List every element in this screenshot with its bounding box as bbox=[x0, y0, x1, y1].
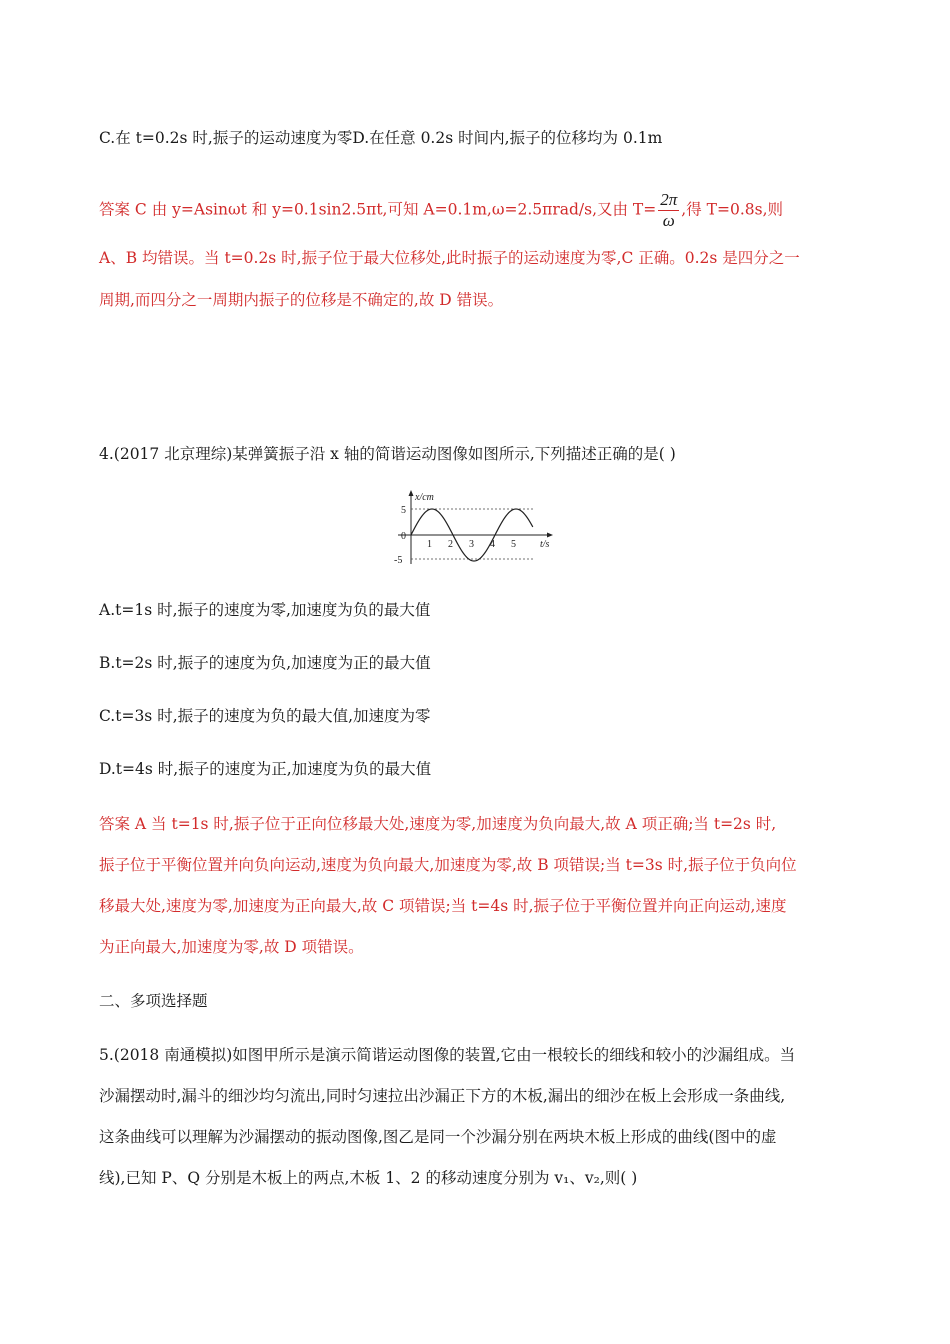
x-tick-3: 3 bbox=[469, 539, 474, 550]
q5-line-4: 线),已知 P、Q 分别是木板上的两点,木板 1、2 的移动速度分别为 v₁、v₂,则( ) bbox=[99, 1169, 638, 1187]
x-tick-4: 4 bbox=[490, 539, 495, 550]
x-tick-1: 1 bbox=[427, 539, 432, 550]
fraction-denominator: ω bbox=[662, 211, 675, 230]
q3-answer-line-1 bbox=[99, 190, 783, 231]
fraction-numerator: 2π bbox=[660, 190, 678, 209]
q3-options-line: C.在 t=0.2s 时,振子的运动速度为零D.在任意 0.2s 时间内,振子的位移均为 0.1m bbox=[99, 129, 663, 147]
x-tick-2: 2 bbox=[448, 539, 453, 550]
x-axis-label: t/s bbox=[540, 539, 550, 550]
q4-answer-line-1: 答案 A 当 t=1s 时,振子位于正向位移最大处,速度为零,加速度为负向最大,故 A 项正确;当 t=2s 时, bbox=[99, 815, 777, 833]
q4-answer-line-4: 为正向最大,加速度为零,故 D 项错误。 bbox=[99, 938, 364, 956]
q4-stem: 4.(2017 北京理综)某弹簧振子沿 x 轴的简谐运动图像如图所示,下列描述正确的是( ) bbox=[99, 445, 676, 463]
q5-line-3: 这条曲线可以理解为沙漏摆动的振动图像,图乙是同一个沙漏分别在两块木板上形成的曲线(图中的虚 bbox=[99, 1128, 777, 1146]
q3-answer-pre: 答案 C 由 y=Asinωt 和 y=0.1sin2.5πt,可知 A=0.1m,ω=2.5πrad/s,又由 T= bbox=[99, 200, 657, 219]
q3-answer-post: ,得 T=0.8s,则 bbox=[681, 200, 784, 219]
y-tick-neg5: -5 bbox=[394, 555, 403, 566]
q5-line-2: 沙漏摆动时,漏斗的细沙均匀流出,同时匀速拉出沙漏正下方的木板,漏出的细沙在板上会形成一条曲线, bbox=[99, 1087, 786, 1105]
y-tick-0: 0 bbox=[401, 531, 406, 542]
x-axis-arrow bbox=[547, 533, 553, 538]
y-axis-label: x/cm bbox=[415, 492, 434, 503]
y-axis-arrow bbox=[409, 490, 414, 496]
section-title: 二、多项选择题 bbox=[99, 992, 208, 1010]
q4-answer-line-2: 振子位于平衡位置并向负向运动,速度为负向最大,加速度为零,故 B 项错误;当 t=3s 时,振子位于负向位 bbox=[99, 856, 797, 874]
q4-option-a: A.t=1s 时,振子的速度为零,加速度为负的最大值 bbox=[99, 601, 431, 619]
shm-graph bbox=[368, 488, 568, 570]
x-tick-5: 5 bbox=[511, 539, 516, 550]
q3-answer-line-3: 周期,而四分之一周期内振子的位移是不确定的,故 D 错误。 bbox=[99, 291, 504, 309]
q4-option-b: B.t=2s 时,振子的速度为负,加速度为正的最大值 bbox=[99, 654, 431, 672]
q5-line-1: 5.(2018 南通模拟)如图甲所示是演示简谐运动图像的装置,它由一根较长的细线和较小的沙漏组成。当 bbox=[99, 1046, 796, 1064]
q3-answer-line-2: A、B 均错误。当 t=0.2s 时,振子位于最大位移处,此时振子的运动速度为零,C 正确。0.2s 是四分之一 bbox=[99, 249, 800, 267]
q4-answer-line-3: 移最大处,速度为零,加速度为正向最大,故 C 项错误;当 t=4s 时,振子位于平衡位置并向正向运动,速度 bbox=[99, 897, 787, 915]
q4-option-c: C.t=3s 时,振子的速度为负的最大值,加速度为零 bbox=[99, 707, 431, 725]
y-tick-5: 5 bbox=[401, 505, 406, 516]
period-fraction bbox=[658, 190, 679, 231]
q4-option-d: D.t=4s 时,振子的速度为正,加速度为负的最大值 bbox=[99, 760, 432, 778]
